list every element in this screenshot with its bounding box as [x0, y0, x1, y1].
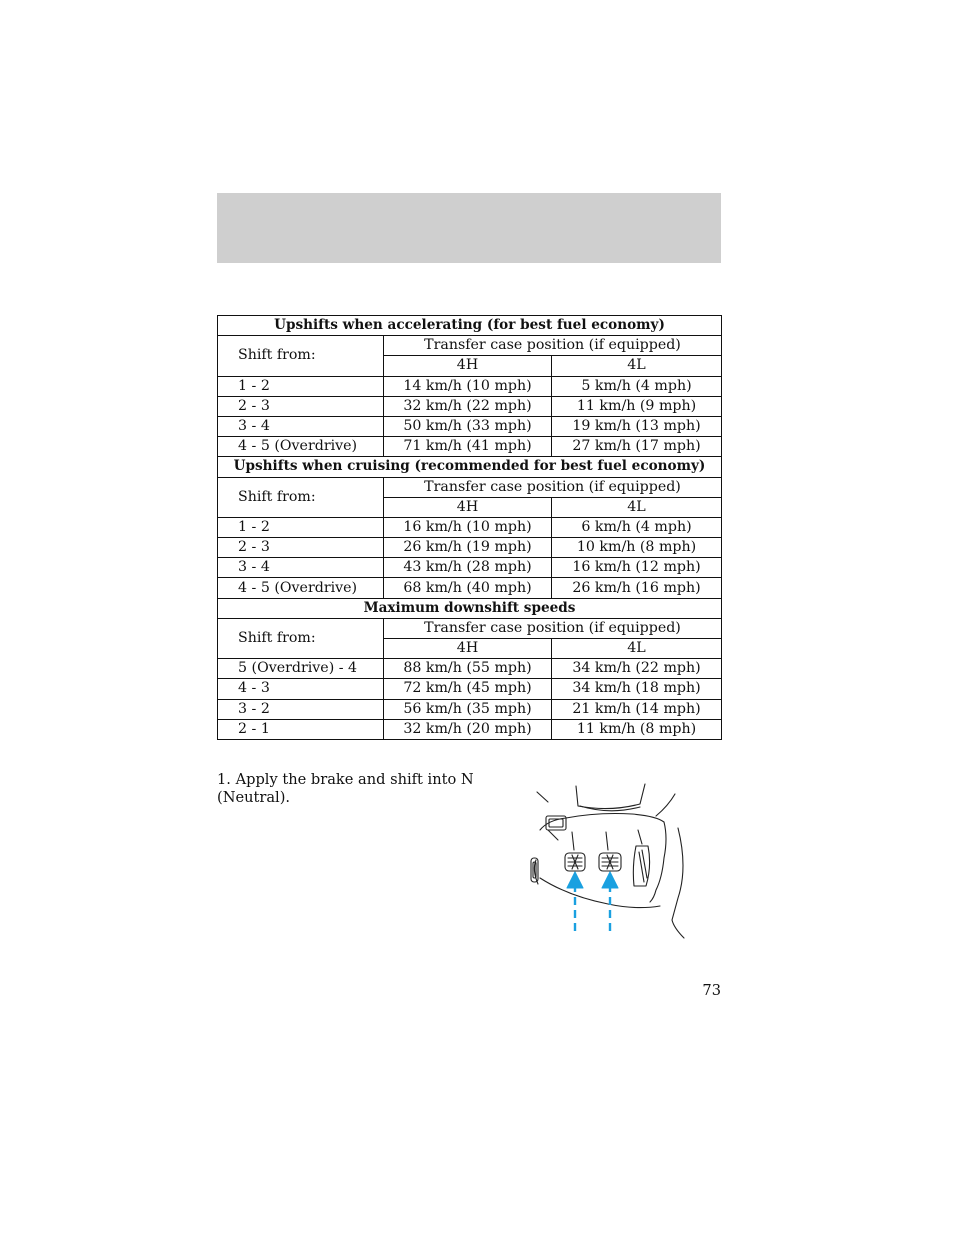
speed-4h-cell: 32 km/h (20 mph): [384, 719, 552, 739]
col-4l-header: 4L: [552, 639, 722, 659]
speed-4l-cell: 11 km/h (9 mph): [552, 396, 722, 416]
header-band: [217, 193, 721, 263]
speed-4l-cell: 16 km/h (12 mph): [552, 558, 722, 578]
table-row: [218, 416, 722, 436]
col-4l-header: 4L: [552, 497, 722, 517]
section-heading-row: [218, 316, 722, 336]
table-row: [218, 376, 722, 396]
shift-cell: 4 - 5 (Overdrive): [218, 578, 384, 598]
speed-4l-cell: 27 km/h (17 mph): [552, 437, 722, 457]
instruction-text: 1. Apply the brake and shift into N (Neutral).: [217, 771, 474, 806]
table-row: [218, 517, 722, 537]
speed-4l-cell: 6 km/h (4 mph): [552, 517, 722, 537]
transfer-case-label: Transfer case position (if equipped): [384, 618, 722, 638]
speed-4h-cell: 16 km/h (10 mph): [384, 517, 552, 537]
col-4h-header: 4H: [384, 639, 552, 659]
speed-4h-cell: 68 km/h (40 mph): [384, 578, 552, 598]
col-4h-header: 4H: [384, 356, 552, 376]
shift-from-label: Shift from:: [218, 336, 384, 376]
speed-4h-cell: 88 km/h (55 mph): [384, 659, 552, 679]
table-row: [218, 396, 722, 416]
speed-4h-cell: 50 km/h (33 mph): [384, 416, 552, 436]
shift-cell: 1 - 2: [218, 376, 384, 396]
speed-4l-cell: 21 km/h (14 mph): [552, 699, 722, 719]
shift-cell: 3 - 4: [218, 558, 384, 578]
shift-cell: 1 - 2: [218, 517, 384, 537]
table-row: [218, 437, 722, 457]
speed-4h-cell: 72 km/h (45 mph): [384, 679, 552, 699]
table-row: [218, 679, 722, 699]
shift-from-label: Shift from:: [218, 618, 384, 658]
shift-cell: 2 - 3: [218, 538, 384, 558]
col-4l-header: 4L: [552, 356, 722, 376]
shift-cell: 4 - 5 (Overdrive): [218, 437, 384, 457]
subheader-row: [218, 336, 722, 356]
shift-cell: 2 - 1: [218, 719, 384, 739]
shift-cell: 3 - 2: [218, 699, 384, 719]
speed-4l-cell: 19 km/h (13 mph): [552, 416, 722, 436]
section-title: Upshifts when accelerating (for best fuel economy): [218, 316, 722, 336]
pedals-illustration-icon: [528, 778, 690, 942]
shift-from-label: Shift from:: [218, 477, 384, 517]
speed-4l-cell: 26 km/h (16 mph): [552, 578, 722, 598]
table-row: [218, 719, 722, 739]
speed-4h-cell: 14 km/h (10 mph): [384, 376, 552, 396]
speed-4h-cell: 26 km/h (19 mph): [384, 538, 552, 558]
page-number: 73: [702, 982, 721, 999]
shift-cell: 5 (Overdrive) - 4: [218, 659, 384, 679]
shift-cell: 3 - 4: [218, 416, 384, 436]
speed-4h-cell: 43 km/h (28 mph): [384, 558, 552, 578]
speed-4l-cell: 11 km/h (8 mph): [552, 719, 722, 739]
table-row: [218, 538, 722, 558]
shift-cell: 2 - 3: [218, 396, 384, 416]
transfer-case-label: Transfer case position (if equipped): [384, 336, 722, 356]
section-title: Maximum downshift speeds: [218, 598, 722, 618]
col-4h-header: 4H: [384, 497, 552, 517]
speed-4l-cell: 10 km/h (8 mph): [552, 538, 722, 558]
section-heading-row: [218, 598, 722, 618]
table-row: [218, 659, 722, 679]
section-title: Upshifts when cruising (recommended for best fuel economy): [218, 457, 722, 477]
speed-4h-cell: 56 km/h (35 mph): [384, 699, 552, 719]
speed-4h-cell: 32 km/h (22 mph): [384, 396, 552, 416]
section-heading-row: [218, 457, 722, 477]
table-row: [218, 578, 722, 598]
speed-4l-cell: 5 km/h (4 mph): [552, 376, 722, 396]
transfer-case-label: Transfer case position (if equipped): [384, 477, 722, 497]
subheader-row: [218, 618, 722, 638]
speed-4l-cell: 34 km/h (22 mph): [552, 659, 722, 679]
shift-speed-table: [217, 315, 722, 740]
speed-4h-cell: 71 km/h (41 mph): [384, 437, 552, 457]
subheader-row: [218, 477, 722, 497]
table-row: [218, 558, 722, 578]
speed-4l-cell: 34 km/h (18 mph): [552, 679, 722, 699]
table-row: [218, 699, 722, 719]
shift-cell: 4 - 3: [218, 679, 384, 699]
